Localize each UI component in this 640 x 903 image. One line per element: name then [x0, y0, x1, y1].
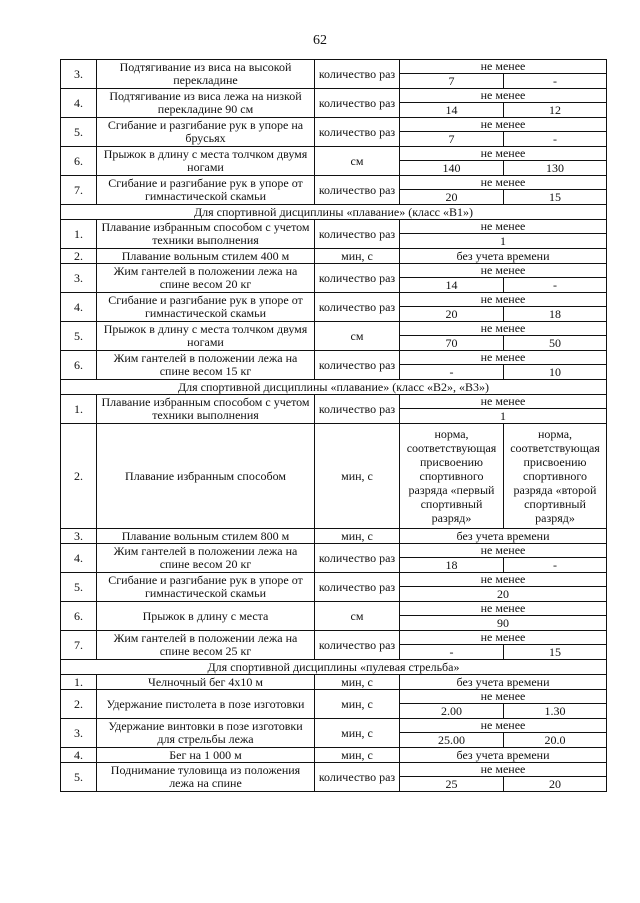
value-cell: 15: [504, 190, 607, 205]
row-number: 3.: [61, 264, 97, 293]
page-number: 62: [313, 33, 327, 48]
value-cell: -: [504, 278, 607, 293]
unit-cell: количество раз: [315, 89, 400, 118]
ne-menee-header: не менее: [400, 176, 607, 190]
row-number: 3.: [61, 719, 97, 748]
unit-cell: количество раз: [315, 264, 400, 293]
row-number: 1.: [61, 675, 97, 690]
ne-menee-header: не менее: [400, 573, 607, 587]
exercise-name: Плавание избранным способом с учетом техники выполнения: [97, 220, 315, 249]
ne-menee-header: не менее: [400, 631, 607, 645]
row-number: 6.: [61, 602, 97, 631]
unit-cell: мин, с: [315, 719, 400, 748]
unit-cell: количество раз: [315, 395, 400, 424]
table-row: [61, 60, 607, 74]
exercise-name: Подтягивание из виса лежа на низкой перекладине 90 см: [97, 89, 315, 118]
value-cell: 1: [400, 234, 607, 249]
value-cell: без учета времени: [400, 675, 607, 690]
table-row: [61, 675, 607, 690]
ne-menee-header: не менее: [400, 544, 607, 558]
exercise-name: Сгибание и разгибание рук в упоре от гимнастической скамьи: [97, 176, 315, 205]
unit-cell: количество раз: [315, 176, 400, 205]
row-number: 1.: [61, 395, 97, 424]
ne-menee-header: не менее: [400, 220, 607, 234]
row-number: 1.: [61, 220, 97, 249]
row-number: 5.: [61, 763, 97, 792]
value-cell: норма, соответствующая присвоению спортивного разряда «первый спортивный разряд»: [400, 424, 504, 529]
value-cell: -: [504, 132, 607, 147]
ne-menee-header: не менее: [400, 719, 607, 733]
row-number: 4.: [61, 89, 97, 118]
value-cell: -: [504, 558, 607, 573]
table-row: [61, 529, 607, 544]
value-cell: 18: [400, 558, 504, 573]
exercise-name: Бег на 1 000 м: [97, 748, 315, 763]
ne-menee-header: не менее: [400, 322, 607, 336]
unit-cell: мин, с: [315, 690, 400, 719]
exercise-name: Поднимание туловища из положения лежа на спине: [97, 763, 315, 792]
value-cell: 20: [400, 307, 504, 322]
table-row: [61, 264, 607, 278]
row-number: 4.: [61, 293, 97, 322]
norms-table: [60, 59, 607, 792]
table-row: [61, 147, 607, 161]
exercise-name: Жим гантелей в положении лежа на спине весом 25 кг: [97, 631, 315, 660]
value-cell: 20.0: [504, 733, 607, 748]
value-cell: 50: [504, 336, 607, 351]
table-row: [61, 719, 607, 733]
unit-cell: количество раз: [315, 351, 400, 380]
row-number: 7.: [61, 631, 97, 660]
table-row: [61, 544, 607, 558]
value-cell: 15: [504, 645, 607, 660]
row-number: 7.: [61, 176, 97, 205]
exercise-name: Челночный бег 4х10 м: [97, 675, 315, 690]
unit-cell: см: [315, 147, 400, 176]
exercise-name: Плавание избранным способом: [97, 424, 315, 529]
exercise-name: Плавание вольным стилем 800 м: [97, 529, 315, 544]
value-cell: 70: [400, 336, 504, 351]
exercise-name: Сгибание и разгибание рук в упоре от гимнастической скамьи: [97, 573, 315, 602]
unit-cell: количество раз: [315, 544, 400, 573]
unit-cell: количество раз: [315, 293, 400, 322]
exercise-name: Прыжок в длину с места: [97, 602, 315, 631]
table-row: [61, 249, 607, 264]
exercise-name: Удержание пистолета в позе изготовки: [97, 690, 315, 719]
ne-menee-header: не менее: [400, 351, 607, 365]
section-heading: Для спортивной дисциплины «пулевая стрельба»: [61, 660, 607, 675]
row-number: 2.: [61, 690, 97, 719]
value-cell: 130: [504, 161, 607, 176]
table-row: [61, 690, 607, 704]
table-row: [61, 602, 607, 616]
unit-cell: мин, с: [315, 424, 400, 529]
row-number: 3.: [61, 60, 97, 89]
value-cell: 10: [504, 365, 607, 380]
unit-cell: количество раз: [315, 60, 400, 89]
value-cell: 14: [400, 278, 504, 293]
ne-menee-header: не менее: [400, 147, 607, 161]
value-cell: 12: [504, 103, 607, 118]
ne-menee-header: не менее: [400, 763, 607, 777]
table-row: [61, 573, 607, 587]
table-row: [61, 322, 607, 336]
value-cell: 25: [400, 777, 504, 792]
value-cell: 1: [400, 409, 607, 424]
exercise-name: Жим гантелей в положении лежа на спине весом 20 кг: [97, 544, 315, 573]
table-row: [61, 176, 607, 190]
unit-cell: см: [315, 322, 400, 351]
value-cell: без учета времени: [400, 249, 607, 264]
exercise-name: Прыжок в длину с места толчком двумя ногами: [97, 322, 315, 351]
value-cell: 7: [400, 132, 504, 147]
row-number: 5.: [61, 573, 97, 602]
table-row: [61, 631, 607, 645]
ne-menee-header: не менее: [400, 60, 607, 74]
section-heading: Для спортивной дисциплины «плавание» (класс «В2», «В3»): [61, 380, 607, 395]
section-heading: Для спортивной дисциплины «плавание» (класс «В1»): [61, 205, 607, 220]
table-row: [61, 351, 607, 365]
unit-cell: количество раз: [315, 573, 400, 602]
table-row: [61, 424, 607, 529]
row-number: 5.: [61, 118, 97, 147]
exercise-name: Подтягивание из виса на высокой перекладине: [97, 60, 315, 89]
ne-menee-header: не менее: [400, 395, 607, 409]
unit-cell: мин, с: [315, 748, 400, 763]
table-row: [61, 293, 607, 307]
exercise-name: Плавание избранным способом с учетом техники выполнения: [97, 395, 315, 424]
table-row: [61, 763, 607, 777]
value-cell: 20: [504, 777, 607, 792]
unit-cell: количество раз: [315, 763, 400, 792]
row-number: 5.: [61, 322, 97, 351]
unit-cell: мин, с: [315, 249, 400, 264]
ne-menee-header: не менее: [400, 89, 607, 103]
value-cell: без учета времени: [400, 748, 607, 763]
unit-cell: количество раз: [315, 631, 400, 660]
exercise-name: Жим гантелей в положении лежа на спине весом 15 кг: [97, 351, 315, 380]
exercise-name: Плавание вольным стилем 400 м: [97, 249, 315, 264]
ne-menee-header: не менее: [400, 690, 607, 704]
row-number: 4.: [61, 748, 97, 763]
value-cell: 20: [400, 587, 607, 602]
table-row: [61, 89, 607, 103]
row-number: 2.: [61, 424, 97, 529]
value-cell: 90: [400, 616, 607, 631]
table-row: [61, 118, 607, 132]
value-cell: -: [400, 645, 504, 660]
value-cell: 7: [400, 74, 504, 89]
value-cell: 18: [504, 307, 607, 322]
exercise-name: Сгибание и разгибание рук в упоре от гимнастической скамьи: [97, 293, 315, 322]
value-cell: -: [400, 365, 504, 380]
ne-menee-header: не менее: [400, 118, 607, 132]
value-cell: 140: [400, 161, 504, 176]
exercise-name: Жим гантелей в положении лежа на спине весом 20 кг: [97, 264, 315, 293]
row-number: 6.: [61, 147, 97, 176]
value-cell: 14: [400, 103, 504, 118]
ne-menee-header: не менее: [400, 293, 607, 307]
value-cell: без учета времени: [400, 529, 607, 544]
row-number: 3.: [61, 529, 97, 544]
ne-menee-header: не менее: [400, 602, 607, 616]
row-number: 6.: [61, 351, 97, 380]
row-number: 4.: [61, 544, 97, 573]
value-cell: 1.30: [504, 704, 607, 719]
ne-menee-header: не менее: [400, 264, 607, 278]
value-cell: 2.00: [400, 704, 504, 719]
unit-cell: мин, с: [315, 529, 400, 544]
value-cell: 25.00: [400, 733, 504, 748]
table-row: [61, 220, 607, 234]
value-cell: 20: [400, 190, 504, 205]
value-cell: -: [504, 74, 607, 89]
unit-cell: количество раз: [315, 118, 400, 147]
exercise-name: Прыжок в длину с места толчком двумя ногами: [97, 147, 315, 176]
unit-cell: мин, с: [315, 675, 400, 690]
exercise-name: Удержание винтовки в позе изготовки для стрельбы лежа: [97, 719, 315, 748]
unit-cell: см: [315, 602, 400, 631]
table-row: [61, 395, 607, 409]
unit-cell: количество раз: [315, 220, 400, 249]
value-cell: норма, соответствующая присвоению спортивного разряда «второй спортивный разряд»: [504, 424, 607, 529]
table-row: [61, 748, 607, 763]
row-number: 2.: [61, 249, 97, 264]
exercise-name: Сгибание и разгибание рук в упоре на брусьях: [97, 118, 315, 147]
